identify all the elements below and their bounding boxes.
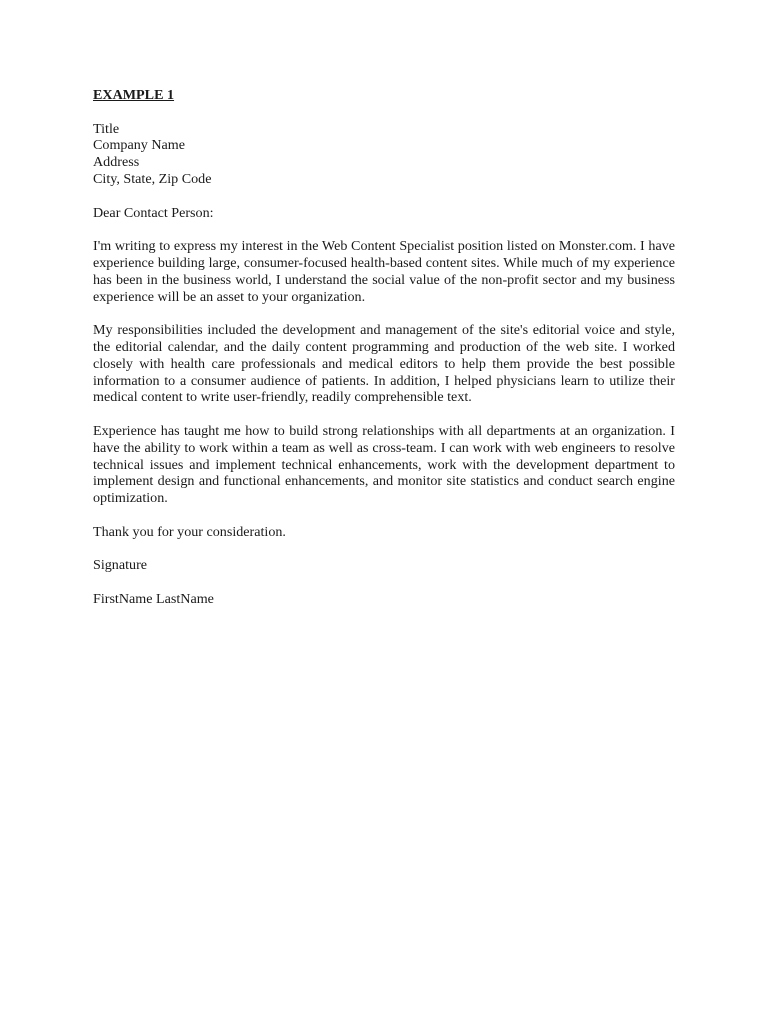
sender-name: FirstName LastName — [93, 590, 214, 607]
salutation: Dear Contact Person: — [93, 204, 214, 221]
signature-line: Signature — [93, 557, 148, 574]
address-company-name: Company Name — [93, 137, 185, 154]
recipient-address-block — [93, 121, 675, 188]
letter-page — [93, 87, 675, 625]
body-paragraph-1: I'm writing to express my interest in the Web Content Specialist position listed on Monster.com. I have experience building large, consumer-focused health-based content sites. While much of my experience has been in the business world, I understand the social value of the non-profit sector and my business experience will be an asset to your organization. — [93, 238, 675, 305]
address-title: Title — [93, 120, 120, 137]
body-paragraph-3: Experience has taught me how to build strong relationships with all departments at an organization. I have the ability to work within a team as well as cross-team. I can work with web engineers to resolve technical issues and implement technical enhancements, work with the development department to implement design and functional enhancements, and monitor site statistics and conduct search engine optimization. — [93, 422, 675, 507]
address-city-state-zip: City, State, Zip Code — [93, 170, 212, 187]
address-street: Address — [93, 154, 140, 171]
body-paragraph-2: My responsibilities included the development and management of the site's editorial voice and style, the editorial calendar, and the daily content programming and production of the web site. I worked closely with health care professionals and medical editors to help them provide the best possible information to a consumer audience of patients. In addition, I helped physicians learn to utilize their medical content to write user-friendly, readily comprehensible text. — [93, 322, 675, 406]
closing-line: Thank you for your consideration. — [93, 523, 286, 540]
letter-heading: EXAMPLE 1 — [93, 87, 175, 103]
